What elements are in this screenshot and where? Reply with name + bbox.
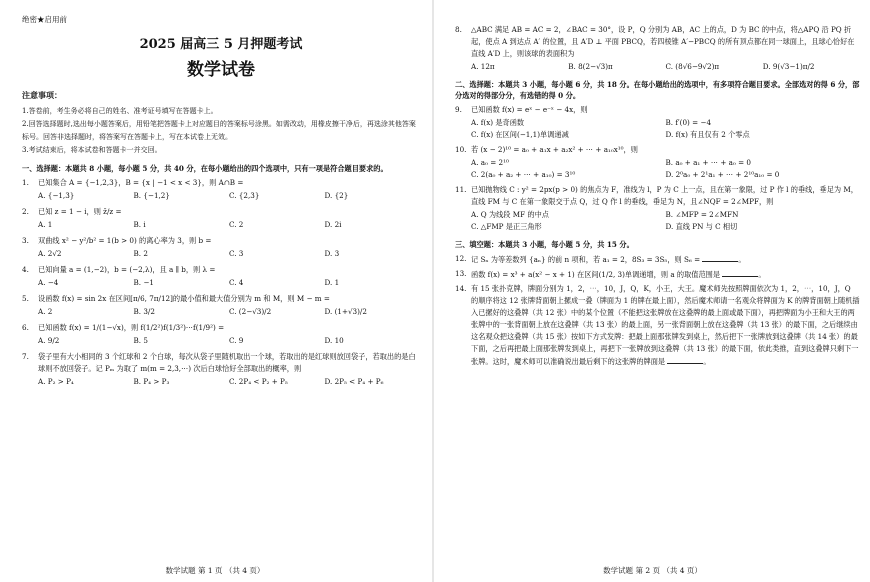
option-c: C. (2−√3)/2 [229,307,272,316]
question-text: 已知集合 A = {−1,2,3}，B = {x | −1 < x < 3}，则 A∩B = [38,178,244,187]
question-7 [22,351,420,375]
option-a: A. 9/2 [38,336,60,345]
section-3-heading: 三、填空题：本题共 3 小题，每小题 5 分，共 15 分。 [455,240,634,249]
question-text: 已知抛物线 C : y² = 2px(p > 0) 的焦点为 F，准线为 l，P 为 C 上一点，且在第一象限，过 P 作 l 的垂线，垂足为 M，直线 FM 与 C 在第一象限交于点 Q，过 Q 作 l 的垂线，垂足为 N，且∠NQF = 2∠MPF，则 [471,185,858,206]
question-number: 9. [455,105,462,114]
section-1-heading: 一、选择题：本题共 8 小题，每小题 5 分，共 40 分，在每小题给出的四个选项中，只有一项是符合题目要求的。 [22,164,388,173]
secret-mark: 绝密★启用前 [22,15,67,24]
option-a: A. 2 [38,307,53,316]
answer-blank [722,268,758,277]
question-4 [22,264,420,276]
option-b: B. 8(2−√3)π [568,62,613,71]
option-c: C. 2(a₀ + a₂ + ⋯ + a₁₀) = 3¹⁰ [471,170,576,179]
options-8 [471,61,860,73]
option-a: A. Q 为线段 MF 的中点 [471,210,549,219]
options-9 [471,117,860,141]
question-text: 设函数 f(x) = sin 2x 在区间[π/6, 7π/12]的最小值和最大值分别为 m 和 M，则 M − m = [38,294,330,303]
option-b: B. 5 [133,336,148,345]
question-number: 1. [22,178,29,187]
option-d: D. {2} [324,191,349,200]
question-9 [455,104,860,116]
options-6 [38,335,420,347]
options-4 [38,277,420,289]
option-a: A. 1 [38,220,53,229]
notice-item: 3.考试结束后，将本试卷和答题卡一并交回。 [22,146,162,154]
options-2 [38,219,420,231]
option-d: D. 10 [324,336,344,345]
question-text: 已知向量 a = (1,−2)，b = (−2,λ)，且 a ∥ b，则 λ = [38,265,216,274]
question-2 [22,206,420,218]
question-text: 记 Sₙ 为等差数列 {aₙ} 的前 n 项和，若 a₁ = 2，8S₃ = 3S₅，则 S₆ = [471,255,701,264]
options-5 [38,306,420,318]
option-b: B. 2 [133,249,148,258]
option-b: B. 3/2 [133,307,155,316]
option-d: D. (1+√3)/2 [324,307,367,316]
question-number: 8. [455,25,462,34]
question-text: 双曲线 x² − y²/b² = 1(b > 0) 的离心率为 3，则 b = [38,236,212,245]
question-text: 已知函数 f(x) = 1/(1−√x)，则 f(1/2²)f(1/3²)⋯f(1/9²) = [38,323,225,332]
option-d: D. 9(√3−1)π/2 [762,62,815,71]
question-12: 12. 记 Sₙ 为等差数列 {aₙ} 的前 n 项和，若 a₁ = 2，8S₃ = 3S₅，则 S₆ = 。 [455,254,746,264]
question-number: 5. [22,294,29,303]
option-c: C. 9 [229,336,244,345]
options-7 [38,376,420,388]
question-11 [455,184,860,208]
question-number: 3. [22,236,29,245]
option-b: B. −1 [133,278,154,287]
question-number: 7. [22,352,29,361]
question-number: 11. [455,185,467,194]
option-b: B. P₄ > P₃ [133,377,170,386]
notice-item: 1.答卷前，考生务必将自己的姓名、准考证号填写在答题卡上。 [22,107,218,115]
page-2 [435,0,870,582]
page-2-footer: 数学试题 第 2 页 （共 4 页） [603,566,702,575]
page-1-footer: 数学试题 第 1 页 （共 4 页） [165,566,265,575]
options-10 [471,157,860,181]
page-fold [432,0,434,582]
question-number: 4. [22,265,29,274]
question-number: 2. [22,207,29,216]
option-a: A. −4 [38,278,59,287]
question-number: 12. [455,254,467,263]
option-c: C. △FMP 是正三角形 [471,222,542,231]
answer-blank [667,355,703,364]
question-14: 14. 有 15 张扑克牌，牌面分别为 1，2，⋯，10，J，Q，K，小王，大王。魔术师先按照牌面依次为 1，2，⋯，10，J，Q 的顺序将这 12 张牌背面朝上摞成一叠（牌面为 1 的牌在最上面），然后魔术师请一名观众将牌面为 K 的牌背面朝上随机插入已摞好的这叠牌（共 12 张）中的某个位置（不能把这张牌放在这叠牌的最上面或最下面），再把牌面为小王和大王的两张牌中的一张背面朝上放在这叠牌（共 13 张）的最上面，另一张背面朝上放在这叠牌（共 13 张）的最下面，之后继续由这名观众把这叠牌（共 15 张）按如下方式发牌：把最上面那张牌发到桌上，然后把下一张牌放到这叠牌（共 14 张）的最下面，之后再把最上面那张牌发到桌上，再把下一张牌放到这叠牌（共 13 张）的最下面，依此类推，直到这叠牌只剩下一张牌。这时，魔术师可以准确说出最后剩下的这张牌的牌面是 。 [455,284,860,366]
option-c: C. f(x) 在区间(−1,1)单调递减 [471,130,569,139]
option-c: C. 2 [229,220,244,229]
options-3 [38,248,420,260]
notice-item: 2.回答选择题时,选出每小题答案后，用铅笔把答题卡上对应题目的答案标号涂黑。如需改动，用橡皮擦干净后，再选涂其他答案标号。回答非选择题时，将答案写在答题卡上，写在本试卷上无效。 [22,120,416,141]
option-a: A. a₀ = 2¹⁰ [471,158,509,167]
option-b: B. ∠MFP = 2∠MFN [665,210,739,219]
question-13: 13. 函数 f(x) = x³ + a(x² − x + 1) 在区间(1/2, 3)单调递增，则 a 的取值范围是 。 [455,269,766,279]
question-1 [22,177,420,189]
option-c: C. 4 [229,278,244,287]
option-d: D. f(x) 有且仅有 2 个零点 [665,130,750,139]
question-number: 10. [455,145,467,154]
option-c: C. 3 [229,249,244,258]
question-text: 函数 f(x) = x³ + a(x² − x + 1) 在区间(1/2, 3)单调递增，则 a 的取值范围是 [471,270,721,279]
options-11 [471,209,860,233]
option-a: A. P₂ > P₄ [38,377,74,386]
question-text: 有 15 张扑克牌，牌面分别为 1，2，⋯，10，J，Q，K，小王，大王。魔术师先按照牌面依次为 1，2，⋯，10，J，Q 的顺序将这 12 张牌背面朝上摞成一叠（牌面为 1 的牌在最上面），然后魔术师请一名观众将牌面为 K 的牌背面朝上随机插入已摞好的这叠牌（共 12 张）中的某个位置（不能把这张牌放在这叠牌的最上面或最下面），再把牌面为小王和大王的两张牌中的一张背面朝上放在这叠牌（共 13 张）的最上面，另一张背面朝上放在这叠牌（共 13 张）的最下面，之后继续由这名观众把这叠牌（共 15 张）按如下方式发牌：把最上面那张牌发到桌上，然后把下一张牌放到这叠牌（共 14 张）的最下面，之后再把最上面那张牌发到桌上，再把下一张牌放到这叠牌（共 13 张）的最下面，依此类推，直到这叠牌只剩下一张牌。这时，魔术师可以准确说出最后剩下的这张牌的牌面是 [471,284,860,366]
question-text: 已知 z = 1 − i，则 z̄/z = [38,207,122,216]
option-d: D. 直线 PN 与 C 相切 [665,222,738,231]
option-d: D. 2i [324,220,342,229]
question-number: 14. [455,284,467,293]
option-b: B. i [133,220,146,229]
question-text: 若 (x − 2)¹⁰ = a₀ + a₁x + a₂x² + ⋯ + a₁₀x¹⁰，则 [471,145,638,154]
question-text: 已知函数 f(x) = eˣ − e⁻ˣ − 4x，则 [471,105,588,114]
question-text: 袋子里有大小相同的 3 个红球和 2 个白球，每次从袋子里随机取出一个球，若取出的是红球则放回袋子，若取出的是白球则不放回袋子。记 Pₘ 为取了 m(m = 2,3,⋯) 次后白球恰好全部取出的概率，则 [38,352,416,373]
option-a: A. 2√2 [38,249,62,258]
question-8 [455,24,860,60]
question-10 [455,144,860,156]
option-a: A. 12π [471,62,495,71]
option-d: D. 3 [324,249,340,258]
notice-heading: 注意事项： [22,90,62,100]
page-1 [0,0,430,582]
option-d: D. 2P₅ < P₄ + P₆ [324,377,384,386]
question-6 [22,322,420,334]
question-5 [22,293,420,305]
option-c: C. {2,3} [229,191,260,200]
options-1 [38,190,420,202]
option-d: D. 2⁰a₀ + 2¹a₁ + ⋯ + 2¹⁰a₁₀ = 0 [665,170,780,179]
exam-title: 2025 届高三 5 月押题考试 [139,37,303,52]
option-b: B. {−1,2} [133,191,170,200]
notice-list [22,105,420,157]
option-b: B. f′(0) = −4 [665,118,712,127]
question-number: 6. [22,323,29,332]
option-b: B. a₀ + a₁ + ⋯ + a₀ = 0 [665,158,751,167]
section-2-heading: 二、选择题：本题共 3 小题，每小题 6 分，共 18 分。在每小题给出的选项中，有多项符合题目要求。全部选对的得 6 分，部分选对的得部分分，有选错的得 0 分。 [455,80,860,100]
option-a: A. f(x) 是奇函数 [471,118,525,127]
question-3 [22,235,420,247]
option-c: C. 2P₄ < P₂ + P₅ [229,377,288,386]
option-c: C. (8√6−9√2)π [665,62,720,71]
question-number: 13. [455,269,467,278]
answer-blank [702,253,738,262]
question-text: △ABC 满足 AB = AC = 2，∠BAC = 30°，设 P，Q 分别为 AB，AC 上的点，D 为 BC 的中点，将△APQ 沿 PQ 折起，使点 A 到达点 A′ 的位置，且 A′D ⊥ 平面 PBCQ，若四棱锥 A′−PBCQ 的所有顶点都在同一球面上，且球心恰好在直线 A′D 上，则该球的表面积为 [471,25,855,58]
option-a: A. {−1,3} [38,191,75,200]
option-d: D. 1 [324,278,340,287]
exam-subject: 数学试卷 [187,60,255,80]
